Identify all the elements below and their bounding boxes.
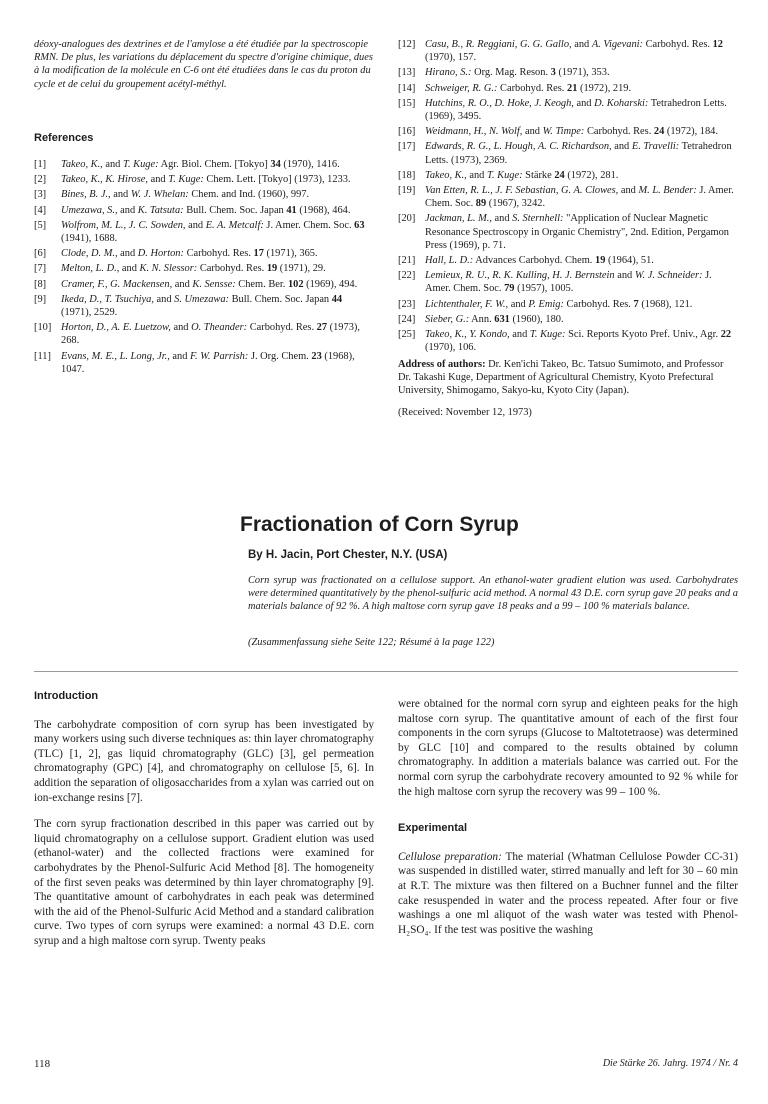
reference-conjunction: and	[611, 141, 632, 153]
reference-item	[398, 328, 738, 354]
reference-item	[34, 262, 374, 275]
reference-year-page: (1960), 180.	[509, 313, 564, 325]
reference-volume: 17	[253, 248, 264, 260]
section-divider	[34, 671, 738, 672]
reference-citation: Tetrahedron Letts. (1973), 2369.	[425, 141, 732, 166]
reference-authors: Schweiger, R. G.:	[425, 82, 498, 94]
reference-year-page: (1972), 184.	[664, 126, 718, 138]
reference-volume: 12	[712, 39, 723, 50]
reference-citation: Carbohyd. Res.	[584, 126, 654, 138]
reference-year-page: (1972), 281.	[564, 169, 619, 181]
reference-authors: Wolfrom, M. L., J. C. Sowden,	[61, 219, 186, 231]
reference-number: [20]	[398, 213, 416, 225]
reference-number: [16]	[398, 126, 416, 138]
intro-paragraph-2: The corn syrup fractionation described in this paper was carried out by liquid chromatography on a cellulose support. Gradient elution was used (ethanol-water) and the collected fractions were examined for carbohydrates by the Phenol-Sulfuric Acid Method [8]. The homogeneity of the first seven peaks was determined by thin layer chromatography [9]. The quantitative amount of carbohydrates in each peak was determined with the aid of the Phenol-Sulfuric Acid Method and a standard calibration curve. Two types of corn syrups were examined: a normal 43 D.E. corn syrup and a high maltose corn syrup. Twenty peaks	[34, 818, 374, 947]
reference-authors: F. W. Parrish:	[190, 350, 249, 362]
reference-volume: 27	[316, 322, 328, 334]
reference-year-page: (1970), 157.	[425, 52, 477, 64]
reference-conjunction: and	[614, 270, 635, 282]
reference-number: [2]	[34, 174, 47, 186]
intro-column	[34, 689, 374, 961]
reference-authors: Lichtenthaler, F. W.,	[425, 298, 509, 310]
reference-authors: Hutchins, R. O., D. Hoke, J. Keogh,	[425, 97, 574, 109]
reference-authors: Cramer, F., G. Mackensen,	[61, 278, 173, 290]
received-date: (Received: November 12, 1973)	[398, 406, 532, 418]
reference-authors: T. Kuge:	[122, 159, 159, 170]
french-abstract: déoxy-analogues des dextrines et de l'amylose a été étudiée par la spectroscopie RMN. De plus, les variations du déplacement du spectre d'origine chimique, dues à la modification de la molécule en C-6 ont été étudiées dans le cas du proton du cycle et de celui du groupement acétyl-méthyl.	[34, 39, 373, 90]
reference-item	[398, 254, 738, 267]
reference-authors: Evans, M. E., L. Long, Jr.,	[61, 350, 170, 362]
reference-volume: 7	[633, 298, 639, 310]
reference-volume: 24	[554, 169, 565, 181]
reference-number: [21]	[398, 255, 416, 267]
reference-authors: T. Kuge:	[486, 169, 523, 181]
reference-authors: Jackman, L. M.,	[425, 213, 492, 225]
reference-conjunction: and	[153, 293, 175, 305]
reference-citation: Chem. and Ind. (1960), 997.	[188, 189, 310, 201]
reference-conjunction: and	[117, 204, 138, 216]
reference-authors: P. Emig:	[528, 298, 564, 310]
reference-conjunction: and	[119, 263, 140, 275]
reference-number: [17]	[398, 141, 416, 153]
reference-citation: Org. Mag. Reson.	[471, 67, 551, 79]
reference-number: [3]	[34, 189, 47, 201]
reference-item	[34, 278, 374, 291]
reference-citation: J. Amer. Chem. Soc.	[425, 185, 734, 210]
reference-authors: K. Sensse:	[192, 278, 236, 290]
reference-conjunction: and	[147, 174, 169, 186]
zusammenfassung-note: (Zusammenfassung siehe Seite 122; Résumé à la page 122)	[248, 637, 495, 648]
reference-volume: 79	[504, 283, 515, 295]
reference-authors: D. Horton:	[137, 248, 184, 260]
reference-citation: Agr. Biol. Chem. [Tokyo]	[158, 159, 271, 170]
reference-authors: Weidmann, H., N. Wolf,	[425, 126, 523, 138]
reference-conjunction: and	[571, 39, 592, 50]
reference-year-page: (1972), 219.	[577, 82, 632, 94]
reference-authors: Takeo, K.,	[425, 169, 467, 181]
reference-conjunction: and	[508, 298, 529, 310]
reference-authors: K. N. Slessor:	[139, 263, 198, 275]
reference-volume: 44	[331, 293, 343, 305]
author-address	[398, 358, 738, 427]
reference-authors: A. Vigevani:	[591, 39, 643, 50]
reference-number: [24]	[398, 313, 416, 325]
reference-volume: 19	[595, 255, 606, 267]
reference-authors: Lemieux, R. U., R. K. Kulling, H. J. Bernstein	[425, 270, 615, 282]
reference-citation: Carbohyd. Res.	[497, 82, 567, 94]
reference-conjunction: and	[102, 159, 123, 170]
reference-authors: Takeo, K., Y. Kondo,	[425, 329, 510, 341]
reference-year-page: (1971), 2529.	[61, 307, 118, 319]
reference-year-page: (1973), 268.	[61, 322, 360, 347]
reference-item	[398, 313, 738, 326]
reference-citation: Carbohyd. Res.	[183, 248, 254, 260]
reference-number: [15]	[398, 97, 416, 109]
reference-conjunction: and	[169, 350, 191, 362]
reference-number: [1]	[34, 159, 47, 170]
reference-authors: S. Sternhell:	[512, 213, 564, 225]
reference-item	[398, 82, 738, 95]
reference-authors: Ikeda, D., T. Tsuchiya,	[61, 293, 154, 305]
reference-year-page: (1970), 1416.	[280, 159, 340, 170]
reference-volume: 24	[653, 126, 665, 138]
right-body-column	[398, 697, 738, 949]
reference-number: [4]	[34, 204, 47, 216]
reference-item	[398, 184, 738, 210]
reference-citation: J. Org. Chem.	[248, 350, 312, 362]
reference-citation: J. Amer. Chem. Soc.	[425, 270, 712, 295]
reference-citation: Bull. Chem. Soc. Japan	[183, 204, 287, 216]
reference-authors: Casu, B., R. Reggiani, G. G. Gallo,	[425, 39, 572, 50]
reference-conjunction: and	[110, 189, 131, 201]
reference-authors: Bines, B. J.,	[61, 189, 111, 201]
reference-number: [19]	[398, 185, 416, 197]
reference-citation: Carbohyd. Res.	[247, 322, 317, 334]
reference-citation: Advances Carbohyd. Chem.	[473, 255, 595, 267]
byline: By H. Jacin, Port Chester, N.Y. (USA)	[248, 549, 448, 561]
reference-year-page: (1970), 106.	[425, 342, 477, 354]
reference-year-page: (1957), 1005.	[514, 283, 574, 295]
reference-authors: W. Timpe:	[542, 126, 585, 138]
reference-number: [6]	[34, 248, 47, 260]
reference-volume: 23	[311, 350, 322, 362]
reference-authors: Hall, L. D.:	[425, 255, 474, 267]
reference-citation: J. Amer. Chem. Soc.	[263, 219, 355, 231]
reference-authors: Van Etten, R. L., J. F. Sebastian, G. A. Clowes,	[425, 185, 619, 197]
reference-item	[34, 173, 374, 186]
cellulose-prep-label: Cellulose preparation:	[398, 850, 502, 863]
reference-item	[34, 321, 374, 347]
reference-volume: 631	[494, 313, 510, 325]
reference-volume: 89	[475, 198, 487, 210]
reference-item	[398, 169, 738, 182]
reference-year-page: (1968), 464.	[296, 204, 351, 216]
reference-volume: 34	[270, 159, 281, 170]
reference-item	[34, 204, 374, 217]
reference-item	[34, 219, 374, 245]
reference-citation: Chem. Ber.	[235, 278, 288, 290]
reference-conjunction: and	[509, 329, 530, 341]
reference-conjunction: and	[172, 278, 193, 290]
reference-list-right	[398, 38, 738, 356]
reference-year-page: (1973), 1233.	[294, 174, 351, 186]
intro-paragraph-3: were obtained for the normal corn syrup and eighteen peaks for the high maltose corn syrup. The quantitative amount of each of the first four components in the corn syrups (Glucose to Maltotetraose) was determined by GLC [10] and compared to the results obtained by column chromatography. In addition a materials balance was carried out. For the normal corn syrup the carbohydrate recovery amounted to 92 % while for the high maltose corn syrup the recovery was 99 – 100 %.	[398, 698, 738, 798]
reference-number: [23]	[398, 298, 416, 310]
reference-number: [9]	[34, 293, 47, 305]
reference-number: [5]	[34, 219, 47, 231]
reference-item	[34, 247, 374, 260]
reference-item	[398, 38, 738, 64]
reference-year-page: (1971), 365.	[263, 248, 318, 260]
reference-authors: S. Umezawa:	[174, 293, 229, 305]
reference-authors: Melton, L. D.,	[61, 263, 120, 275]
reference-authors: T. Kuge:	[168, 174, 204, 186]
reference-volume: 102	[287, 278, 304, 290]
reference-number: [7]	[34, 263, 47, 275]
reference-item	[398, 66, 738, 79]
reference-authors: K. Tatsuta:	[137, 204, 184, 216]
reference-authors: O. Theander:	[191, 322, 248, 334]
reference-citation: Ann.	[469, 313, 495, 325]
reference-authors: Horton, D., A. E. Luetzow,	[61, 322, 171, 334]
reference-conjunction: and	[618, 185, 639, 197]
reference-conjunction: and	[491, 213, 513, 225]
article-abstract: Corn syrup was fractionated on a cellulose support. An ethanol-water gradient elution was used. Carbohydrates were determined quantitatively by the phenol-sulfuric acid method. A normal 43 D.E. corn syrup gave 20 peaks and a materials balance of 92 %. A high maltose corn syrup gave 18 peaks and a 99 – 100 % materials balance.	[248, 575, 738, 613]
reference-year-page: (1971), 353.	[555, 67, 610, 79]
reference-year-page: (1969), 494.	[303, 278, 358, 290]
reference-year-page: (1968), 121.	[638, 298, 693, 310]
reference-number: [18]	[398, 169, 416, 181]
reference-item	[34, 188, 374, 201]
reference-authors: Takeo, K., K. Hirose,	[61, 174, 148, 186]
reference-citation: Carbohyd. Res.	[643, 39, 713, 50]
reference-conjunction: and	[117, 248, 138, 260]
reference-year-page: (1967), 3242.	[486, 198, 546, 210]
reference-volume: 3	[550, 67, 556, 79]
experimental-heading: Experimental	[398, 822, 468, 835]
reference-authors: E. Travelli:	[631, 141, 680, 153]
reference-citation: "Application of Nuclear Magnetic Resonance Spectroscopy in Organic Chemistry", 2nd. Edition, Pergamon Press (1969), p. 71.	[425, 213, 729, 251]
reference-authors: Umezawa, S.,	[61, 204, 118, 216]
journal-footer: Die Stärke 26. Jahrg. 1974 / Nr. 4	[602, 1058, 738, 1069]
reference-citation: Chem. Lett. [Tokyo]	[203, 174, 295, 186]
reference-authors: Edwards, R. G., L. Hough, A. C. Richardson,	[425, 141, 612, 153]
reference-volume: 63	[354, 219, 365, 231]
reference-year-page: (1968), 1047.	[61, 350, 355, 375]
reference-conjunction: and	[170, 322, 192, 334]
reference-item	[398, 140, 738, 166]
reference-item	[398, 125, 738, 138]
reference-year-page: (1971), 29.	[277, 263, 326, 275]
reference-number: [14]	[398, 82, 416, 94]
intro-heading: Introduction	[34, 690, 99, 702]
reference-citation: Carbohyd. Res.	[197, 263, 267, 275]
reference-citation: Tetrahedron Letts. (1969), 3495.	[425, 97, 727, 123]
reference-authors: W. J. Schneider:	[634, 270, 703, 282]
reference-number: [25]	[398, 329, 416, 341]
address-text: Dr. Ken'ichi Takeo, Bc. Tatsuo Sumimoto, and Professor Dr. Takashi Kuge, Department of Agricultural Chemistry, Kyoto Prefectural University, Shimogamo, Sakyo-ku, Kyoto City (Japan).	[398, 359, 724, 397]
reference-authors: Sieber, G.:	[425, 313, 470, 325]
reference-citation: Sci. Reports Kyoto Pref. Univ., Agr.	[565, 329, 721, 341]
intro-paragraph-1: The carbohydrate composition of corn syrup has been investigated by many workers using such diverse techniques as: thin layer chromatography (TLC) [1, 2], gas liquid chromatography (GLC) [3], gel permeation chromatography (GPC) [4], and chromatography on cellulose [5, 6]. In addition the separation of oligosaccharides from a xylan was carried out on ion-exchange resins [7].	[34, 718, 374, 804]
reference-number: [8]	[34, 278, 47, 290]
reference-authors: T. Kuge:	[529, 329, 566, 341]
reference-year-page: (1964), 51.	[605, 255, 654, 267]
reference-volume: 41	[286, 204, 297, 216]
reference-conjunction: and	[185, 219, 206, 231]
reference-item	[398, 269, 738, 295]
reference-conjunction: and	[522, 126, 543, 138]
reference-authors: W. J. Whelan:	[130, 189, 189, 201]
reference-item	[34, 158, 374, 171]
cellulose-prep-text: The material (Whatman Cellulose Powder CC-31) was suspended in distilled water, stirred manually and left for 30 – 60 min at R.T. The mixture was then filtered on a Buchner funnel and the filter cake resuspended in water and the process repeated. After four or five washings a one ml aliquot of the wash water was tested with Phenol-H₂SO₄. If the test was positive the washing	[398, 850, 738, 936]
address-label: Address of authors:	[398, 359, 486, 370]
reference-authors: D. Koharski:	[594, 97, 649, 109]
page-number: 118	[34, 1058, 51, 1070]
reference-authors: M. L. Bender:	[638, 185, 697, 197]
reference-item	[34, 293, 374, 319]
reference-citation: Bull. Chem. Soc. Japan	[228, 293, 332, 305]
reference-item	[398, 212, 738, 252]
article-title: Fractionation of Corn Syrup	[240, 513, 519, 536]
reference-item	[398, 298, 738, 311]
reference-volume: 21	[567, 82, 578, 94]
reference-authors: E. A. Metcalf:	[205, 219, 264, 231]
reference-volume: 19	[266, 263, 278, 275]
reference-number: [11]	[34, 350, 51, 362]
reference-number: [13]	[398, 67, 416, 79]
reference-conjunction: and	[466, 169, 487, 181]
reference-citation: Carbohyd. Res.	[563, 298, 634, 310]
reference-conjunction: and	[573, 97, 595, 109]
reference-item	[398, 97, 738, 123]
reference-volume: 22	[720, 329, 732, 341]
reference-citation: Stärke	[522, 169, 555, 181]
references-heading: References	[34, 132, 94, 144]
reference-number: [22]	[398, 270, 416, 282]
reference-year-page: (1941), 1688.	[61, 233, 118, 245]
reference-number: [10]	[34, 322, 52, 334]
reference-authors: Hirano, S.:	[425, 67, 472, 79]
reference-authors: Clode, D. M.,	[61, 248, 118, 260]
reference-item	[34, 350, 374, 376]
reference-authors: Takeo, K.,	[61, 159, 103, 170]
reference-list-left	[34, 158, 374, 378]
reference-number: [12]	[398, 39, 416, 50]
